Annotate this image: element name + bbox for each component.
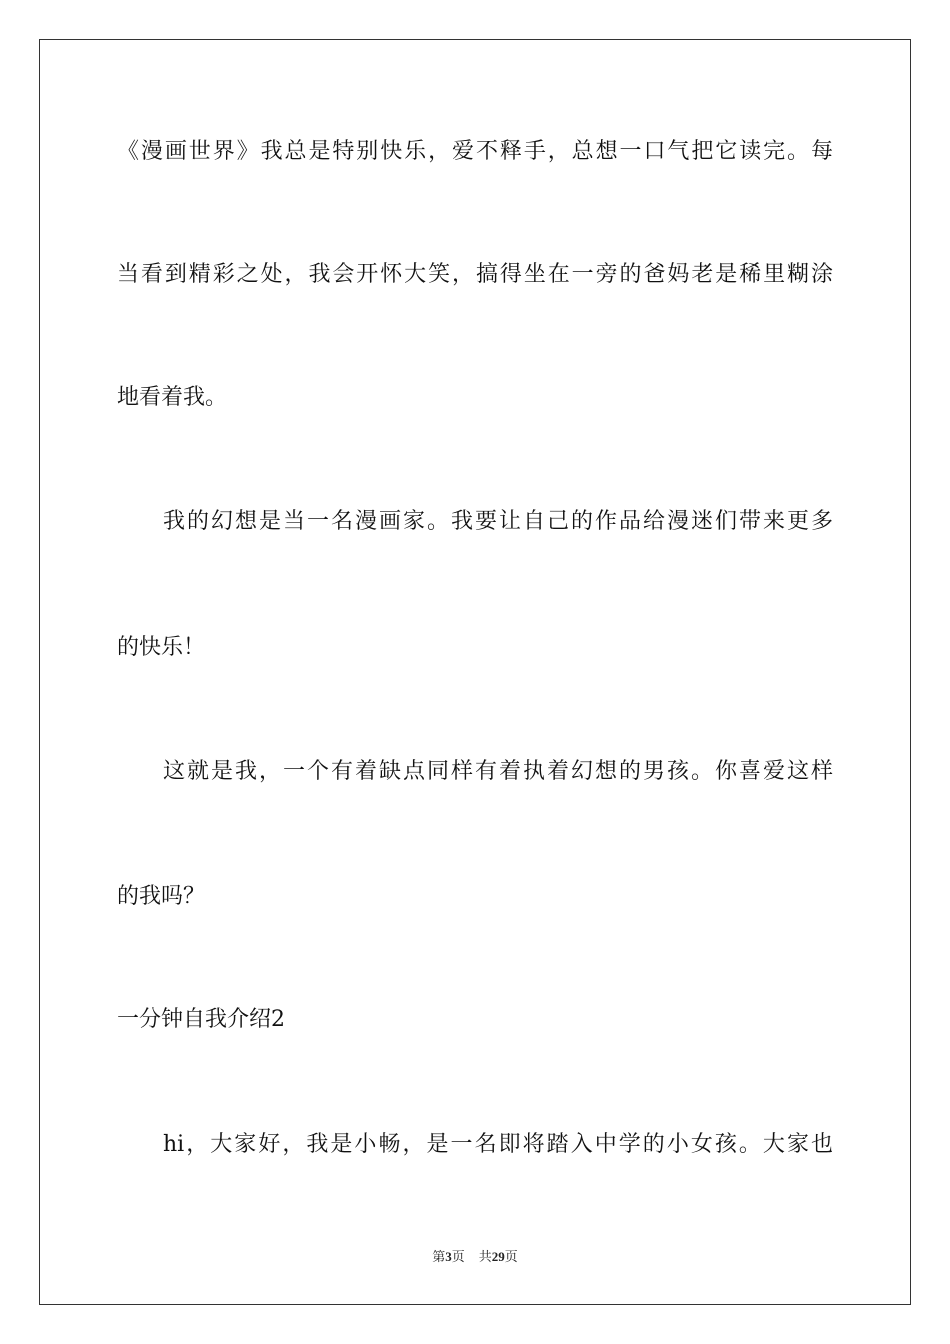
paragraph-line: 我的幻想是当一名漫画家。我要让自己的作品给漫迷们带来更多 bbox=[163, 509, 833, 534]
footer-prefix: 第 bbox=[432, 1249, 446, 1264]
paragraph-line: 的快乐！ bbox=[117, 635, 206, 660]
paragraph-line: 的我吗？ bbox=[117, 884, 206, 909]
total-pages-number: 29 bbox=[491, 1249, 505, 1264]
section-heading: 一分钟自我介绍2 bbox=[117, 1007, 285, 1032]
page-border bbox=[39, 39, 911, 1305]
current-page-number: 3 bbox=[445, 1249, 452, 1264]
paragraph-line: 《漫画世界》我总是特别快乐，爱不释手，总想一口气把它读完。每 bbox=[117, 139, 833, 164]
footer-page-unit: 页 bbox=[451, 1249, 465, 1264]
paragraph-line: 当看到精彩之处，我会开怀大笑，搞得坐在一旁的爸妈老是稀里糊涂 bbox=[117, 262, 833, 287]
page-footer bbox=[0, 1248, 950, 1266]
paragraph-line: 地看着我。 bbox=[117, 385, 228, 410]
footer-total-unit: 页 bbox=[504, 1249, 518, 1264]
paragraph-line: hi，大家好，我是小畅，是一名即将踏入中学的小女孩。大家也 bbox=[163, 1132, 833, 1157]
footer-total-prefix: 共 bbox=[478, 1249, 492, 1264]
paragraph-line: 这就是我，一个有着缺点同样有着执着幻想的男孩。你喜爱这样 bbox=[163, 759, 833, 784]
